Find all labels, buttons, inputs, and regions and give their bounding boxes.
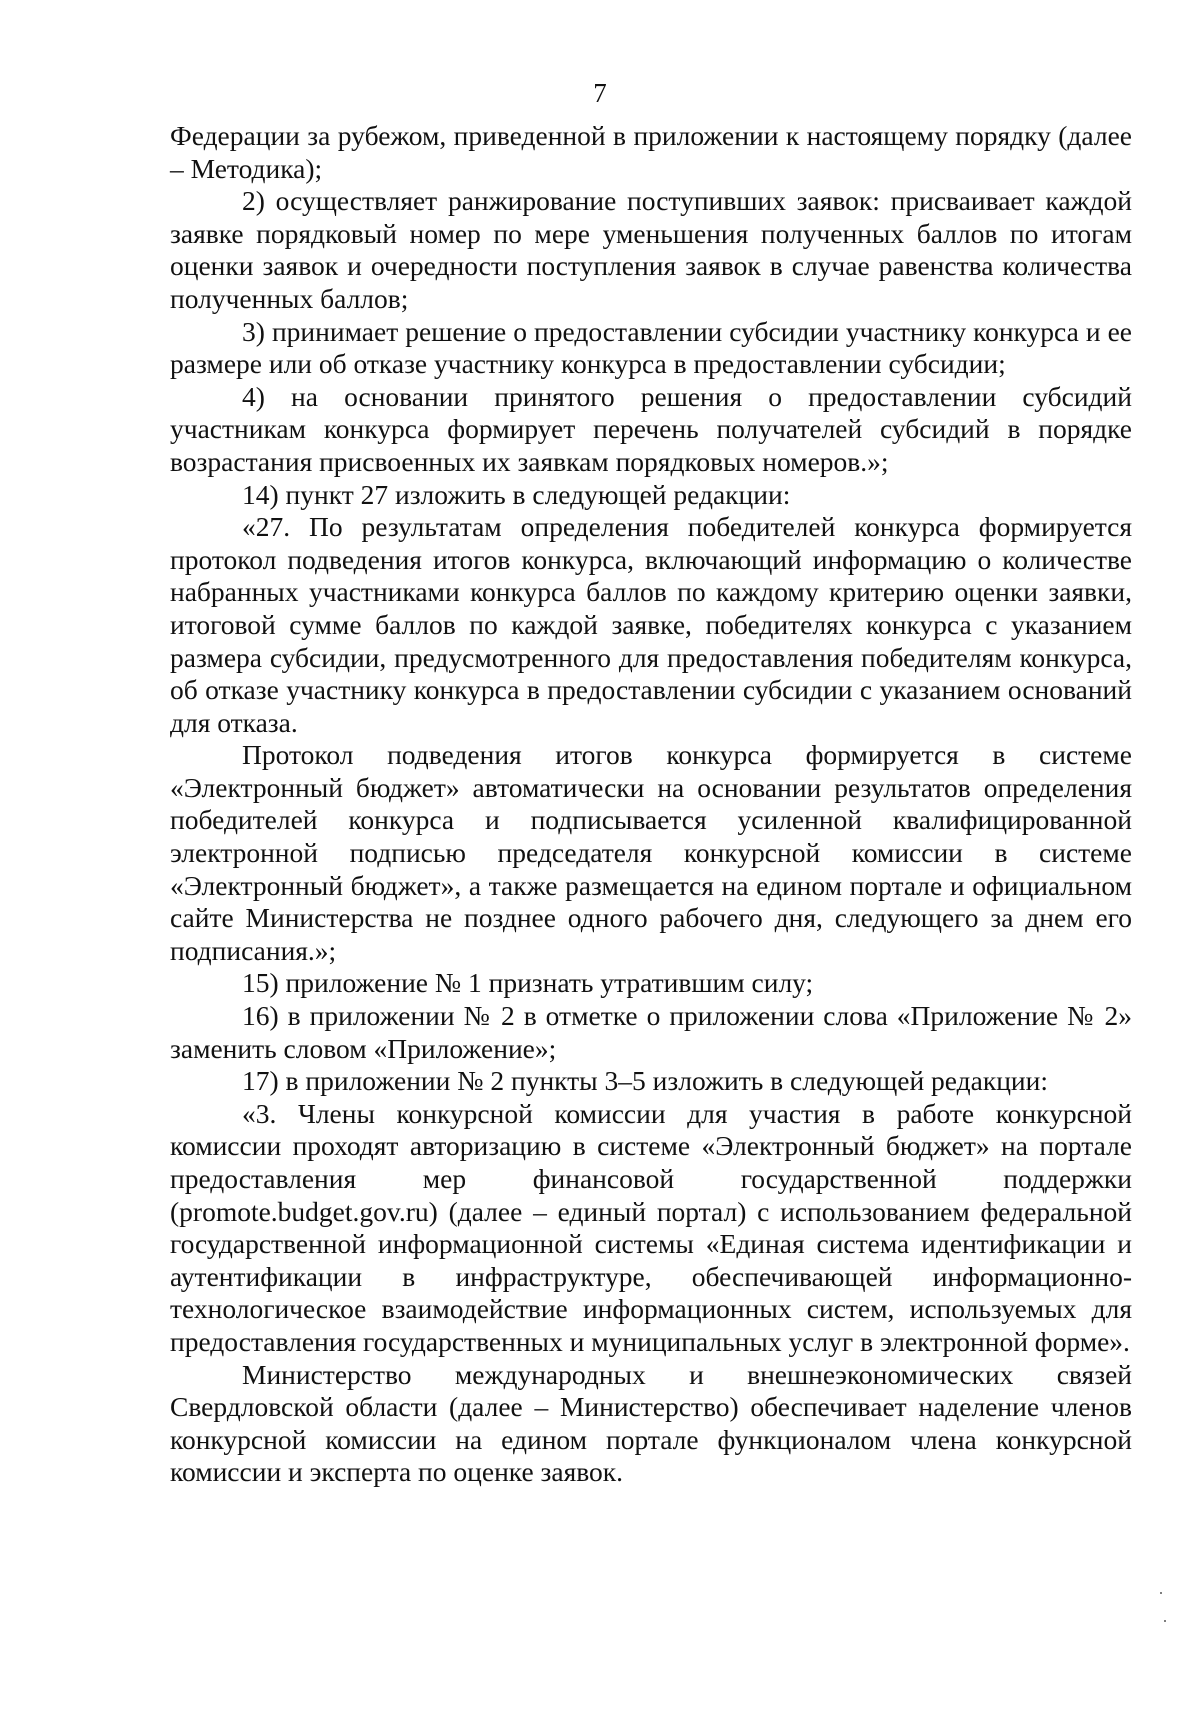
- paragraph-11: «3. Члены конкурсной комиссии для участия в работе конкурсной комиссии проходят авторизацию в системе «Электронный бюджет» на портале предоставления мер финансовой государственной поддержки (promote.budget.gov.ru) (далее – единый портал) с использованием федеральной государственной информационной системы «Единая система идентификации и аутентификации в инфраструктуре, обеспечивающей информационно-технологическое взаимодействие информационных систем, используемых для предоставления государственных и муниципальных услуг в электронной форме».: [170, 1097, 1132, 1357]
- paragraph-8: 15) приложение № 1 признать утратившим силу;: [242, 967, 814, 999]
- page-number: 7: [593, 78, 607, 108]
- paragraph-2: 2) осуществляет ранжирование поступивших заявок: присваивает каждой заявке порядковый номер по мере уменьшения полученных баллов по итогам оценки заявок и очередности поступления заявок в случае равенства количества полученных баллов;: [170, 185, 1132, 314]
- paragraph-9: 16) в приложении № 2 в отметке о приложении слова «Приложение № 2» заменить словом «Приложение»;: [170, 1000, 1132, 1064]
- scan-speck: [1164, 1620, 1166, 1622]
- paragraph-12: Министерство международных и внешнеэкономических связей Свердловской области (далее – Министерство) обеспечивает наделение членов конкурсной комиссии на едином портале функционалом члена конкурсной комиссии и эксперта по оценке заявок.: [170, 1358, 1132, 1488]
- paragraph-1: Федерации за рубежом, приведенной в приложении к настоящему порядку (далее – Методика);: [170, 120, 1132, 184]
- paragraph-3: 3) принимает решение о предоставлении субсидии участнику конкурса и ее размере или об отказе участнику конкурса в предоставлении субсидии;: [170, 315, 1132, 380]
- paragraph-6: «27. По результатам определения победителей конкурса формируется протокол подведения итогов конкурса, включающий информацию о количестве набранных участниками конкурса баллов по каждому критерию оценки заявки, итоговой сумме баллов по каждой заявке, победителях конкурса с указанием размера субсидии, предусмотренного для предоставления победителям конкурса, об отказе участнику конкурса в предоставлении субсидии с указанием оснований для отказа.: [170, 511, 1132, 738]
- paragraph-7: Протокол подведения итогов конкурса формируется в системе «Электронный бюджет» автоматически на основании результатов определения победителей конкурса и подписывается усиленной квалифицированной электронной подписью председателя конкурсной комиссии в системе «Электронный бюджет», а также размещается на едином портале и официальном сайте Министерства не позднее одного рабочего дня, следующего за днем его подписания.»;: [170, 739, 1132, 966]
- paragraph-4: 4) на основании принятого решения о предоставлении субсидий участникам конкурса формирует перечень получателей субсидий в порядке возрастания присвоенных их заявкам порядковых номеров.»;: [170, 380, 1132, 477]
- scan-speck: [1160, 1592, 1162, 1594]
- paragraph-5: 14) пункт 27 изложить в следующей редакции:: [242, 478, 791, 510]
- paragraph-10: 17) в приложении № 2 пункты 3–5 изложить в следующей редакции:: [242, 1065, 1048, 1097]
- document-body: [170, 120, 1132, 1489]
